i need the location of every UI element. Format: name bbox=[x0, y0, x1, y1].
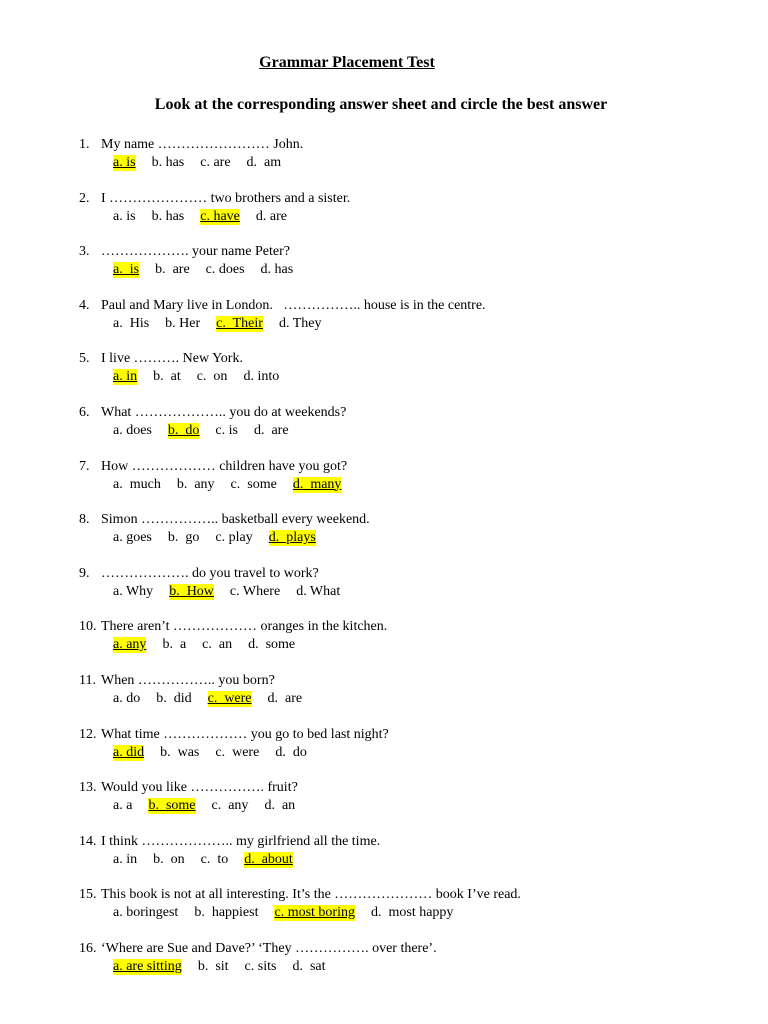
question-item bbox=[0, 137, 768, 191]
question-line bbox=[79, 941, 437, 957]
question-number: 11. bbox=[79, 672, 96, 688]
answer-option[interactable]: b. at bbox=[153, 369, 181, 385]
question-number: 10. bbox=[79, 619, 97, 635]
question-text: ………………. do you travel to work? bbox=[101, 565, 319, 581]
question-item bbox=[0, 619, 768, 673]
answer-option[interactable]: c. were bbox=[215, 744, 260, 760]
answer-option-highlighted[interactable]: a. are sitting bbox=[113, 958, 182, 974]
question-text: What time ……………… you go to bed last night? bbox=[101, 726, 389, 742]
answer-option[interactable]: c. any bbox=[211, 798, 249, 814]
answer-options bbox=[113, 155, 297, 171]
question-text: I ………………… two brothers and a sister. bbox=[101, 190, 351, 206]
question-number: 5. bbox=[79, 351, 90, 367]
question-text: I live ………. New York. bbox=[101, 351, 243, 367]
question-number: 14. bbox=[79, 833, 97, 849]
answer-option[interactable]: c. play bbox=[215, 530, 253, 546]
answer-option[interactable]: d. has bbox=[260, 262, 294, 278]
answer-option[interactable]: a. much bbox=[113, 476, 161, 492]
question-line bbox=[79, 619, 387, 635]
answer-option-highlighted[interactable]: a. is bbox=[113, 155, 136, 170]
question-text: Simon …………….. basketball every weekend. bbox=[101, 512, 370, 528]
question-text: My name …………………… John. bbox=[101, 137, 304, 152]
answer-option-highlighted[interactable]: d. about bbox=[244, 851, 293, 867]
answer-option[interactable]: b. happiest bbox=[194, 905, 259, 921]
answer-option[interactable]: c. sits bbox=[244, 958, 277, 974]
answer-option-highlighted[interactable]: c. have bbox=[200, 208, 240, 224]
answer-options bbox=[113, 584, 356, 600]
answer-option[interactable]: a. boringest bbox=[113, 905, 179, 921]
answer-options bbox=[113, 691, 318, 707]
question-text: This book is not at all interesting. It’s the ………………… book I’ve read. bbox=[101, 887, 521, 903]
answer-option[interactable]: d. are bbox=[267, 690, 303, 706]
answer-option-highlighted[interactable]: a. is bbox=[113, 262, 140, 278]
question-number: 3. bbox=[79, 244, 90, 260]
answer-option-highlighted[interactable]: d. plays bbox=[268, 530, 316, 546]
question-line bbox=[79, 191, 350, 207]
question-number: 2. bbox=[79, 190, 90, 206]
answer-options bbox=[113, 316, 337, 332]
question-item bbox=[0, 673, 768, 727]
question-item bbox=[0, 191, 768, 245]
answer-option[interactable]: a. do bbox=[113, 690, 141, 706]
answer-option[interactable]: c. is bbox=[215, 422, 238, 438]
answer-option[interactable]: d. most happy bbox=[370, 905, 454, 921]
answer-option[interactable]: b. was bbox=[160, 744, 200, 760]
answer-option[interactable]: b. on bbox=[153, 851, 185, 867]
answer-option[interactable]: d. an bbox=[264, 798, 296, 814]
question-text: What ……………….. you do at weekends? bbox=[101, 404, 347, 420]
answer-option-highlighted[interactable]: a. did bbox=[113, 744, 145, 760]
question-line bbox=[79, 780, 298, 796]
answer-option-highlighted[interactable]: b. How bbox=[169, 583, 214, 599]
question-text: There aren’t ……………… oranges in the kitchen. bbox=[101, 619, 388, 635]
question-item bbox=[0, 351, 768, 405]
question-line bbox=[79, 298, 486, 314]
answer-option[interactable]: a. Why bbox=[113, 583, 154, 599]
question-line bbox=[79, 137, 303, 153]
question-item bbox=[0, 834, 768, 888]
question-number: 4. bbox=[79, 297, 90, 313]
answer-options bbox=[113, 798, 311, 814]
answer-options bbox=[113, 637, 311, 653]
answer-option-highlighted[interactable]: c. most boring bbox=[274, 905, 355, 921]
answer-options bbox=[113, 905, 469, 921]
question-item bbox=[0, 780, 768, 834]
answer-option[interactable]: a. is bbox=[113, 208, 136, 224]
answer-options bbox=[113, 423, 305, 439]
answer-option-highlighted[interactable]: c. Their bbox=[216, 315, 263, 331]
question-number: 8. bbox=[79, 512, 90, 528]
instruction-heading: Look at the corresponding answer sheet and circle the best answer bbox=[154, 96, 608, 113]
answer-option-highlighted[interactable]: b. some bbox=[148, 798, 196, 814]
answer-option-highlighted[interactable]: b. do bbox=[167, 422, 200, 438]
answer-option[interactable]: c. on bbox=[196, 369, 228, 385]
answer-option-highlighted[interactable]: a. in bbox=[113, 369, 138, 385]
answer-option-highlighted[interactable]: a. any bbox=[113, 637, 147, 653]
question-text: I think ……………….. my girlfriend all the time. bbox=[101, 833, 381, 849]
answer-option[interactable]: b. a bbox=[162, 637, 187, 653]
question-line bbox=[79, 834, 380, 850]
question-number: 7. bbox=[79, 458, 90, 474]
answer-option[interactable]: d. into bbox=[243, 369, 280, 385]
question-line bbox=[79, 351, 243, 367]
answer-option[interactable]: a. a bbox=[113, 798, 133, 814]
answer-option[interactable]: d. some bbox=[248, 637, 296, 653]
answer-option[interactable]: a. goes bbox=[113, 530, 152, 546]
answer-option[interactable]: a. does bbox=[113, 422, 152, 438]
answer-option[interactable]: b. sit bbox=[197, 958, 229, 974]
answer-options bbox=[113, 209, 303, 225]
answer-option[interactable]: d. What bbox=[296, 583, 341, 599]
question-item bbox=[0, 566, 768, 620]
question-list bbox=[0, 137, 768, 995]
answer-option[interactable]: a. His bbox=[113, 315, 150, 331]
answer-option[interactable]: c. Where bbox=[229, 583, 281, 599]
answer-options bbox=[113, 530, 332, 546]
answer-option[interactable]: c. to bbox=[200, 851, 229, 867]
question-item bbox=[0, 298, 768, 352]
answer-option[interactable]: b. has bbox=[151, 208, 185, 224]
page-title: Grammar Placement Test bbox=[259, 54, 435, 71]
question-item bbox=[0, 405, 768, 459]
question-text: How ……………… children have you got? bbox=[101, 458, 348, 474]
question-item bbox=[0, 727, 768, 781]
question-number: 12. bbox=[79, 726, 97, 742]
question-item bbox=[0, 941, 768, 995]
question-line bbox=[79, 887, 521, 903]
answer-option[interactable]: d. are bbox=[255, 208, 287, 224]
question-number: 6. bbox=[79, 404, 90, 420]
answer-options bbox=[113, 959, 342, 975]
question-line bbox=[79, 566, 319, 582]
answer-option[interactable]: d. They bbox=[278, 315, 322, 331]
answer-options bbox=[113, 262, 309, 278]
question-number: 16. bbox=[79, 940, 97, 956]
question-line bbox=[79, 244, 290, 260]
answer-option[interactable]: d. sat bbox=[292, 958, 326, 974]
question-item bbox=[0, 512, 768, 566]
question-number: 9. bbox=[79, 565, 90, 581]
question-line bbox=[79, 673, 275, 689]
question-text: When …………….. you born? bbox=[101, 672, 275, 688]
question-number: 13. bbox=[79, 780, 97, 796]
answer-option[interactable]: a. in bbox=[113, 851, 138, 867]
question-text: ‘Where are Sue and Dave?’ ‘They ……………. over there’. bbox=[101, 940, 437, 956]
question-number: 1. bbox=[79, 137, 90, 152]
question-text: Paul and Mary live in London. …………….. house is in the centre. bbox=[101, 297, 486, 313]
answer-options bbox=[113, 852, 309, 868]
question-item bbox=[0, 459, 768, 513]
answer-option[interactable]: b. are bbox=[155, 262, 190, 278]
question-text: ………………. your name Peter? bbox=[101, 244, 290, 260]
answer-option[interactable]: c. some bbox=[230, 476, 277, 492]
question-number: 15. bbox=[79, 887, 97, 903]
answer-options bbox=[113, 477, 357, 493]
question-line bbox=[79, 405, 346, 421]
answer-options bbox=[113, 745, 323, 761]
question-line bbox=[79, 512, 370, 528]
answer-option-highlighted[interactable]: c. were bbox=[207, 690, 252, 706]
question-item bbox=[0, 887, 768, 941]
answer-option[interactable]: b. Her bbox=[165, 315, 201, 331]
question-item bbox=[0, 244, 768, 298]
answer-option[interactable]: b. has bbox=[151, 155, 185, 170]
question-text: Would you like ……………. fruit? bbox=[101, 780, 298, 796]
answer-option[interactable]: b. did bbox=[156, 690, 192, 706]
answer-option[interactable]: c. an bbox=[202, 637, 233, 653]
answer-option-highlighted[interactable]: d. many bbox=[292, 476, 342, 492]
answer-option[interactable]: c. are bbox=[200, 155, 231, 170]
answer-option[interactable]: d. do bbox=[275, 744, 307, 760]
answer-option[interactable]: d. are bbox=[253, 422, 289, 438]
answer-option[interactable]: b. any bbox=[176, 476, 215, 492]
answer-option[interactable]: d. am bbox=[246, 155, 282, 170]
question-line bbox=[79, 727, 389, 743]
question-line bbox=[79, 459, 347, 475]
answer-options bbox=[113, 369, 295, 385]
answer-option[interactable]: c. does bbox=[205, 262, 245, 278]
answer-option[interactable]: b. go bbox=[167, 530, 200, 546]
